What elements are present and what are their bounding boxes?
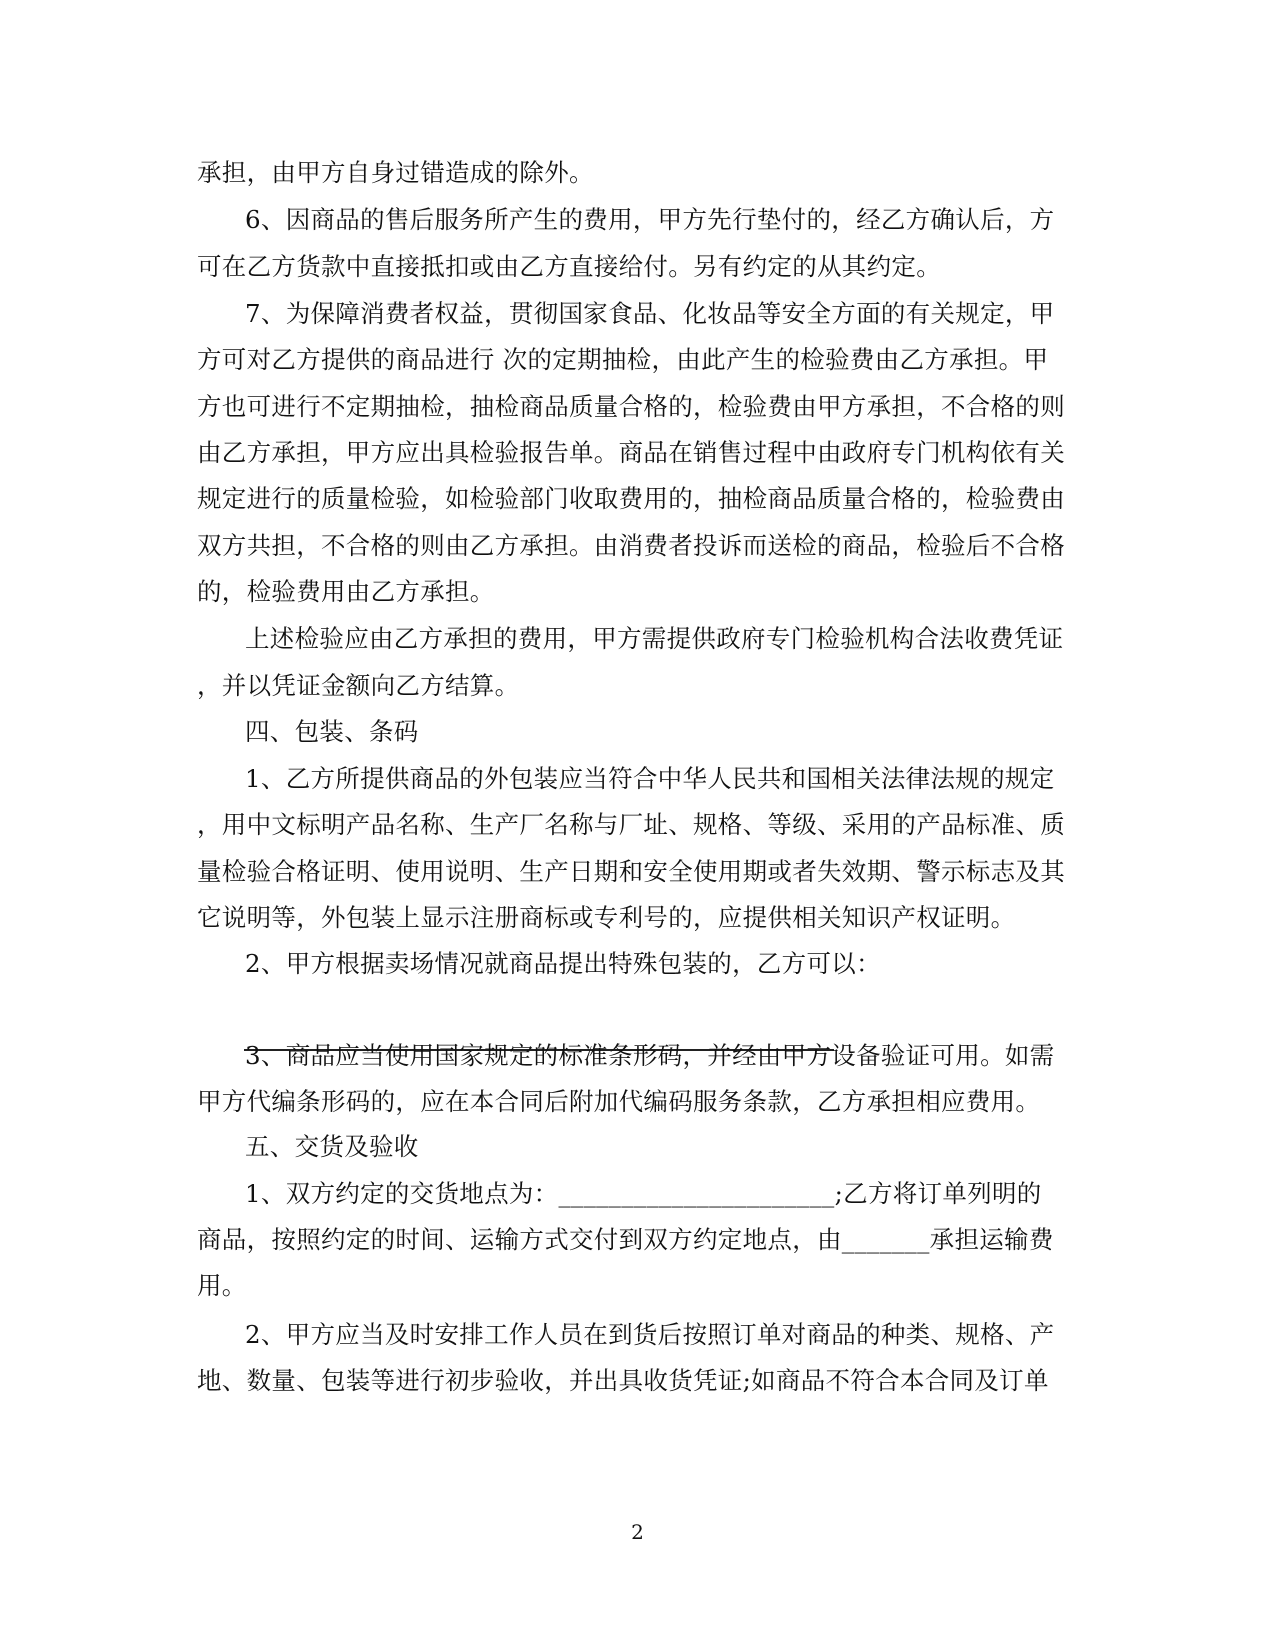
text-line: 可在乙方货款中直接抵扣或由乙方直接给付。另有约定的从其约定。 [197,252,941,281]
text-line: 量检验合格证明、使用说明、生产日期和安全使用期或者失效期、警示标志及其 [197,857,1065,886]
text-line: 双方共担，不合格的则由乙方承担。由消费者投诉而送检的商品，检验后不合格 [197,531,1065,560]
text-line: 2、甲方根据卖场情况就商品提出特殊包装的，乙方可以： [245,949,881,978]
text-line: 承担，由甲方自身过错造成的除外。 [197,158,594,187]
text-line: 地、数量、包装等进行初步验收，并出具收货凭证;如商品不符合本合同及订单 [197,1366,1049,1395]
text-line: 7、为保障消费者权益，贯彻国家食品、化妆品等安全方面的有关规定，甲 [245,299,1055,328]
text-line: 规定进行的质量检验，如检验部门收取费用的，抽检商品质量合格的，检验费由 [197,484,1065,513]
text-line: 甲方代编条形码的，应在本合同后附加代编码服务条款，乙方承担相应费用。 [197,1087,1041,1116]
text-line: 方可对乙方提供的商品进行 次的定期抽检，由此产生的检验费由乙方承担。甲 [197,345,1049,374]
text-line: 它说明等，外包装上显示注册商标或专利号的，应提供相关知识产权证明。 [197,903,1016,932]
text-line: 6、因商品的售后服务所产生的费用，甲方先行垫付的，经乙方确认后，方 [245,205,1055,234]
text-line: 2、甲方应当及时安排工作人员在到货后按照订单对商品的种类、规格、产 [245,1320,1055,1349]
text-line: 3、商品应当使用国家规定的标准条形码，并经由甲方设备验证可用。如需 [245,1041,1055,1070]
section-heading: 五、交货及验收 [245,1132,419,1161]
text-line: ，用中文标明产品名称、生产厂名称与厂址、规格、等级、采用的产品标准、质 [197,810,1065,839]
text-line: 1、乙方所提供商品的外包装应当符合中华人民共和国相关法律法规的规定 [245,764,1055,793]
section-heading: 四、包装、条码 [245,717,419,746]
text-line: 1、双方约定的交货地点为：______________________;乙方将订单列明的 [245,1179,1042,1208]
text-line: 商品，按照约定的时间、运输方式交付到双方约定地点，由_______承担运输费 [197,1225,1054,1254]
text-line: 上述检验应由乙方承担的费用，甲方需提供政府专门检验机构合法收费凭证 [245,624,1064,653]
text-line: 方也可进行不定期抽检，抽检商品质量合格的，检验费由甲方承担，不合格的则 [197,392,1065,421]
page-number: 2 [631,1520,644,1544]
text-line: 由乙方承担，甲方应出具检验报告单。商品在销售过程中由政府专门机构依有关 [197,438,1065,467]
text-line: 的，检验费用由乙方承担。 [197,577,495,606]
text-line: ，并以凭证金额向乙方结算。 [197,671,520,700]
text-line: 用。 [197,1271,247,1300]
